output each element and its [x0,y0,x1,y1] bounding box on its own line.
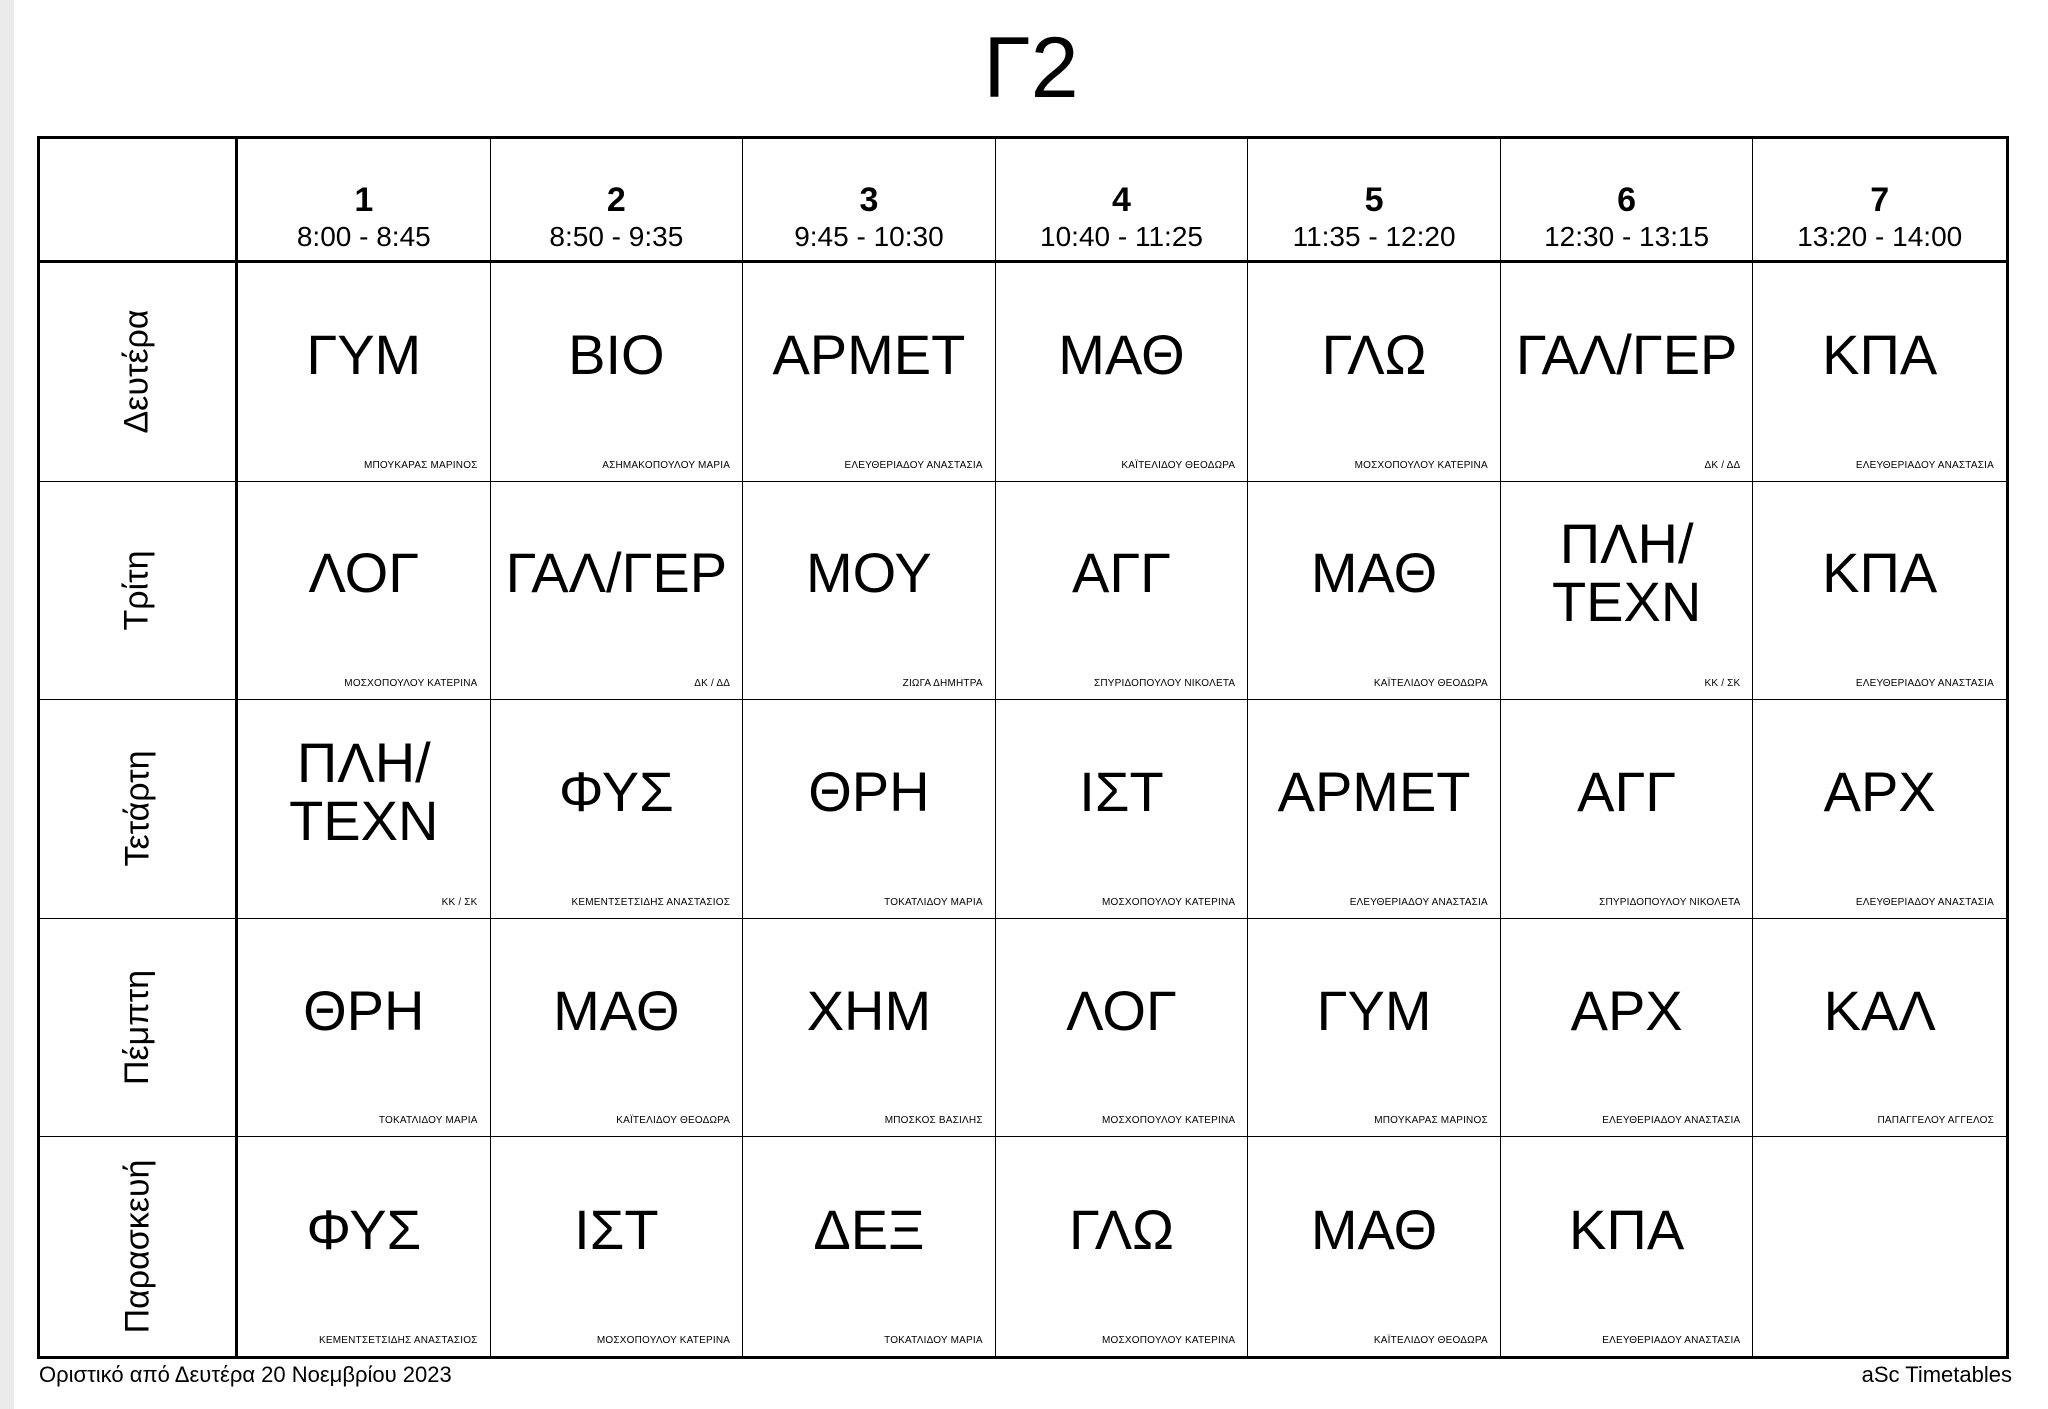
lesson-subject: ΔΕΞ [813,1197,925,1261]
lesson-subject [1753,1137,2006,1322]
lesson-teacher: ΕΛΕΥΘΕΡΙΑΔΟΥ ΑΝΑΣΤΑΣΙΑ [844,459,983,471]
lesson-cell [1753,482,2006,701]
period-header [1248,139,1501,263]
lesson-cell [491,919,744,1138]
lesson-cell [1501,263,1754,482]
lesson-teacher: ΕΛΕΥΘΕΡΙΑΔΟΥ ΑΝΑΣΤΑΣΙΑ [1602,1335,1741,1346]
lesson-subject: ΙΣΤ [1079,759,1164,823]
lesson-cell [238,1137,491,1356]
lesson-cell [491,482,744,701]
lesson-subject: ΓΑΛ/ΓΕΡ [1515,322,1738,386]
lesson-cell [996,482,1249,701]
lesson-cell [238,700,491,919]
lesson-cell [491,1137,744,1356]
lesson-teacher: ΜΟΣΧΟΠΟΥΛΟΥ ΚΑΤΕΡΙΝΑ [1102,1335,1236,1346]
lesson-teacher: ΕΛΕΥΘΕΡΙΑΔΟΥ ΑΝΑΣΤΑΣΙΑ [1602,1115,1741,1127]
lesson-subject: ΦΥΣ [558,759,674,823]
period-number: 5 [1364,181,1384,219]
lesson-teacher: ΖΙΩΓΑ ΔΗΜΗΤΡΑ [902,678,983,690]
day-label-text: Παρασκευή [117,1159,156,1334]
corner-cell [40,139,238,263]
lesson-teacher: ΜΟΣΧΟΠΟΥΛΟΥ ΚΑΤΕΡΙΝΑ [1354,459,1488,471]
lesson-subject: ΜΑΘ [1310,541,1438,605]
lesson-subject: ΓΛΩ [1069,1197,1174,1261]
lesson-cell [1248,1137,1501,1356]
lesson-subject: ΜΑΘ [1310,1197,1438,1261]
lesson-cell [1248,700,1501,919]
lesson-subject: ΧΗΜ [806,978,932,1042]
day-header [40,263,238,482]
period-time: 9:45 - 10:30 [794,221,944,252]
page-title: Γ2 [983,20,1079,116]
period-number: 2 [606,181,626,219]
day-label-text: Πέμπτη [117,970,156,1086]
period-time: 8:50 - 9:35 [549,221,684,252]
lesson-subject: ΛΟΓ [308,541,420,605]
lesson-subject: ΛΟΓ [1066,978,1177,1042]
lesson-subject: ΚΑΛ [1823,978,1936,1042]
lesson-cell [743,482,996,701]
lesson-subject: ΠΛΗ/ ΤΕΧΝ [1551,512,1702,634]
lesson-teacher: ΜΠΟΥΚΑΡΑΣ ΜΑΡΙΝΟΣ [1374,1115,1488,1127]
period-header [1753,139,2006,263]
period-header [996,139,1249,263]
lesson-teacher: ΜΟΣΧΟΠΟΥΛΟΥ ΚΑΤΕΡΙΝΑ [596,1335,731,1346]
period-number: 6 [1617,181,1637,219]
lesson-subject: ΓΑΛ/ΓΕΡ [505,541,728,605]
lesson-cell [238,263,491,482]
period-number: 1 [354,181,374,219]
lesson-teacher: ΠΑΠΑΓΓΕΛΟΥ ΑΓΓΕΛΟΣ [1877,1115,1994,1127]
lesson-teacher: ΚΑΪΤΕΛΙΔΟΥ ΘΕΟΔΩΡΑ [1373,678,1488,690]
lesson-cell [1753,700,2006,919]
period-header [743,139,996,263]
lesson-cell [996,919,1249,1138]
lesson-cell [1501,482,1754,701]
day-label-text: Δευτέρα [117,309,156,434]
lesson-cell [743,1137,996,1356]
period-time: 11:35 - 12:20 [1292,221,1456,252]
lesson-cell [1753,263,2006,482]
lesson-teacher: ΤΟΚΑΤΛΙΔΟΥ ΜΑΡΙΑ [378,1115,478,1127]
footer-generator: aSc Timetables [1861,1362,2012,1387]
lesson-teacher: ΚΑΪΤΕΛΙΔΟΥ ΘΕΟΔΩΡΑ [1121,459,1236,471]
lesson-teacher: ΕΛΕΥΘΕΡΙΑΔΟΥ ΑΝΑΣΤΑΣΙΑ [1855,896,1994,908]
lesson-teacher: ΤΟΚΑΤΛΙΔΟΥ ΜΑΡΙΑ [884,896,983,908]
day-header [40,482,238,701]
day-label-text: Τετάρτη [118,750,156,867]
day-header [40,919,238,1138]
lesson-subject: ΓΥΜ [306,322,422,386]
lesson-subject: ΚΠΑ [1822,322,1938,386]
period-time: 10:40 - 11:25 [1040,221,1203,252]
lesson-cell [1753,919,2006,1138]
lesson-cell [743,700,996,919]
day-label-text: Τρίτη [117,550,156,631]
lesson-teacher: ΣΠΥΡΙΔΟΠΟΥΛΟΥ ΝΙΚΟΛΕΤΑ [1093,678,1236,690]
lesson-cell [1753,1137,2006,1356]
lesson-cell [491,700,744,919]
lesson-cell [1501,919,1754,1138]
lesson-cell [743,263,996,482]
lesson-subject: ΘΡΗ [303,978,425,1042]
period-number: 3 [859,181,879,219]
lesson-cell [1248,919,1501,1138]
lesson-cell [238,919,491,1138]
day-header [40,700,238,919]
lesson-teacher: ΚΕΜΕΝΤΣΕΤΣΙΔΗΣ ΑΝΑΣΤΑΣΙΟΣ [318,1335,478,1346]
lesson-subject: ΑΡΧ [1823,759,1936,823]
lesson-cell [996,700,1249,919]
lesson-teacher: ΤΟΚΑΤΛΙΔΟΥ ΜΑΡΙΑ [884,1335,983,1346]
lesson-teacher: ΜΟΣΧΟΠΟΥΛΟΥ ΚΑΤΕΡΙΝΑ [1102,1115,1236,1127]
footer-validity-note: Οριστικό από Δευτέρα 20 Νοεμβρίου 2023 [39,1362,452,1387]
period-header [238,139,491,263]
lesson-cell [491,263,744,482]
lesson-teacher: ΚΕΜΕΝΤΣΕΤΣΙΔΗΣ ΑΝΑΣΤΑΣΙΟΣ [571,896,731,908]
period-header [491,139,744,263]
lesson-cell [1501,700,1754,919]
lesson-teacher: ΔΚ / ΔΔ [694,678,731,690]
lesson-cell [1248,482,1501,701]
lesson-cell [238,482,491,701]
lesson-subject: ΚΠΑ [1569,1197,1685,1261]
lesson-subject: ΑΡΜΕΤ [1277,759,1471,823]
period-time: 13:20 - 14:00 [1797,221,1963,252]
lesson-subject: ΓΛΩ [1321,322,1427,386]
lesson-subject: ΓΥΜ [1316,978,1432,1042]
lesson-subject: ΜΑΘ [553,978,680,1042]
period-number: 4 [1112,181,1131,219]
timetable-page [14,0,2048,1409]
lesson-subject: ΜΟΥ [806,541,932,605]
lesson-subject: ΑΓΓ [1071,541,1172,605]
lesson-teacher: ΕΛΕΥΘΕΡΙΑΔΟΥ ΑΝΑΣΤΑΣΙΑ [1855,678,1994,690]
lesson-subject: ΒΙΟ [568,322,665,386]
lesson-teacher: ΜΟΣΧΟΠΟΥΛΟΥ ΚΑΤΕΡΙΝΑ [1102,896,1236,908]
lesson-teacher: ΚΑΪΤΕΛΙΔΟΥ ΘΕΟΔΩΡΑ [1373,1335,1488,1346]
lesson-subject: ΙΣΤ [574,1197,659,1261]
lesson-cell [1501,1137,1754,1356]
lesson-teacher: ΚΚ / ΣΚ [1704,678,1741,690]
lesson-teacher: ΕΛΕΥΘΕΡΙΑΔΟΥ ΑΝΑΣΤΑΣΙΑ [1855,459,1994,471]
lesson-teacher: ΚΑΪΤΕΛΙΔΟΥ ΘΕΟΔΩΡΑ [616,1115,731,1127]
lesson-teacher: ΜΠΟΥΚΑΡΑΣ ΜΑΡΙΝΟΣ [363,459,478,471]
lesson-subject: ΑΡΜΕΤ [772,322,966,386]
lesson-cell [743,919,996,1138]
day-header [40,1137,238,1356]
lesson-subject: ΠΛΗ/ ΤΕΧΝ [289,730,439,852]
lesson-subject: ΑΡΧ [1570,978,1683,1042]
lesson-cell [996,1137,1249,1356]
lesson-teacher: ΔΚ / ΔΔ [1704,459,1741,471]
lesson-subject: ΜΑΘ [1058,322,1185,386]
timetable-grid [37,136,2009,1359]
lesson-subject: ΚΠΑ [1822,541,1938,605]
lesson-teacher: ΑΣΗΜΑΚΟΠΟΥΛΟΥ ΜΑΡΙΑ [602,459,731,471]
period-time: 8:00 - 8:45 [296,221,431,252]
period-time: 12:30 - 13:15 [1544,221,1710,252]
lesson-cell [996,263,1249,482]
lesson-subject: ΘΡΗ [808,759,930,823]
lesson-teacher: ΣΠΥΡΙΔΟΠΟΥΛΟΥ ΝΙΚΟΛΕΤΑ [1599,896,1741,908]
lesson-teacher: ΜΠΟΣΚΟΣ ΒΑΣΙΛΗΣ [884,1115,983,1127]
period-number: 7 [1870,181,1890,219]
lesson-teacher: ΕΛΕΥΘΕΡΙΑΔΟΥ ΑΝΑΣΤΑΣΙΑ [1349,896,1488,908]
lesson-subject: ΦΥΣ [306,1197,422,1261]
lesson-subject: ΑΓΓ [1577,759,1677,823]
lesson-cell [1248,263,1501,482]
lesson-teacher: ΚΚ / ΣΚ [441,896,478,908]
period-header [1501,139,1754,263]
lesson-teacher: ΜΟΣΧΟΠΟΥΛΟΥ ΚΑΤΕΡΙΝΑ [344,678,478,690]
